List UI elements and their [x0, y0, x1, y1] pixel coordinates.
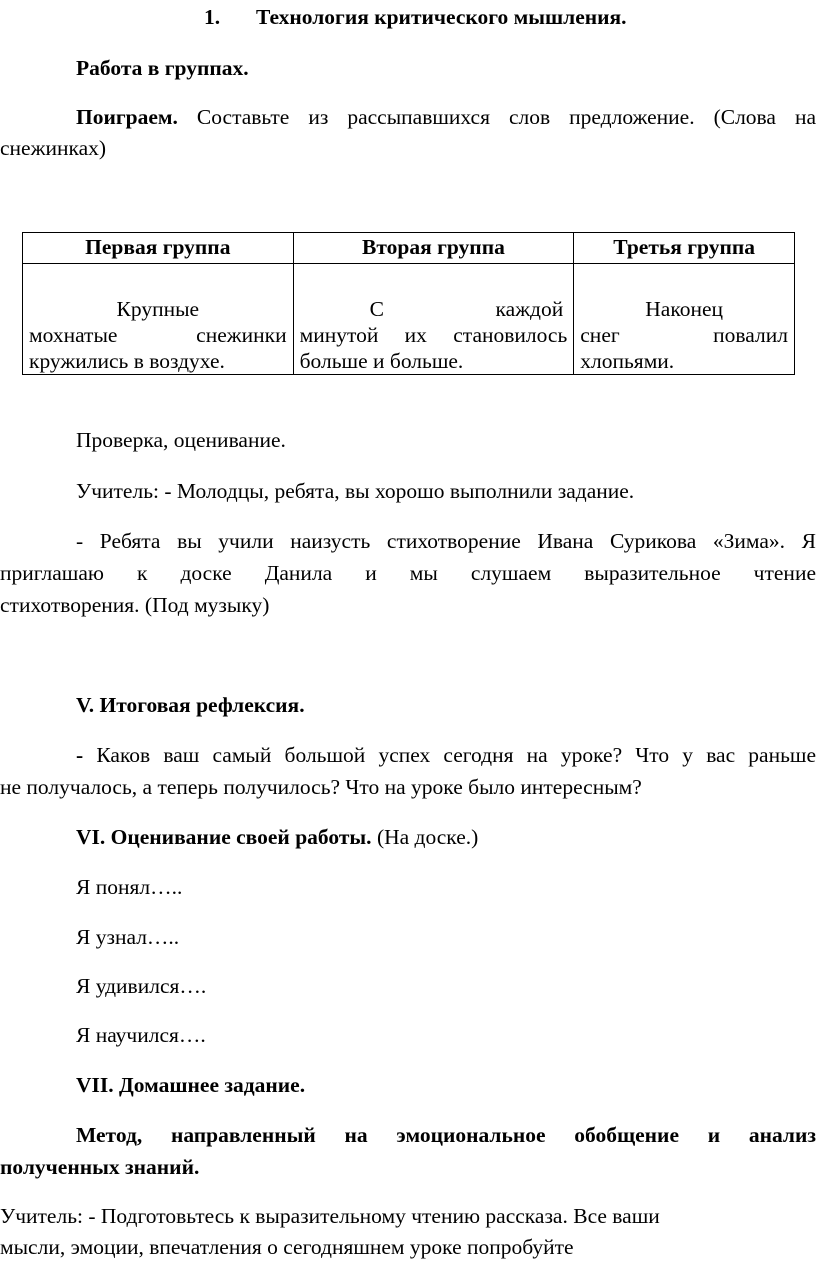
section6-title: VI. Оценивание своей работы. — [76, 825, 372, 849]
play-label: Поиграем. — [76, 105, 178, 129]
table-header: Третья группа — [574, 233, 795, 264]
table-cell — [23, 264, 294, 375]
cell-line: Наконец — [645, 297, 723, 321]
reflection-line1 — [76, 742, 816, 768]
poem-line3: стихотворения. (Под музыку) — [0, 593, 270, 617]
method-line2: полученных знаний. — [0, 1155, 200, 1179]
play-paragraph-line2: снежинках) — [0, 136, 107, 160]
poem-line2: приглашаю к доске Данила и мы слушаем выразительное чтение — [0, 561, 816, 585]
cell-line: С каждой — [369, 297, 564, 321]
table-cell — [293, 264, 574, 375]
section7-heading: VII. Домашнее задание. — [76, 1073, 306, 1097]
reflection-text: Каков ваш самый большой успех сегодня на уроке? Что у вас раньше — [96, 743, 816, 767]
reflection-line2: не получалось, а теперь получилось? Что на уроке было интересным? — [0, 775, 642, 799]
teacher-homework-line1: Учитель: - Подготовьтесь к выразительному чтению рассказа. Все ваши — [0, 1204, 660, 1228]
section6-note: (На доске.) — [376, 825, 479, 849]
phrase-surprised: Я удивился…. — [76, 974, 207, 998]
cell-line: снег повалил — [580, 323, 788, 347]
phrase-mastered: Я научился…. — [76, 1023, 206, 1047]
cell-line: кружились в воздухе. — [29, 349, 225, 373]
table-header: Первая группа — [23, 233, 294, 264]
play-text: Составьте из рассыпавшихся слов предложение. (Слова на — [196, 105, 816, 129]
cell-line: Крупные — [116, 297, 200, 321]
section-title: Технология критического мышления. — [256, 5, 627, 29]
check-text: Проверка, оценивание. — [76, 428, 286, 452]
section-number: 1. — [204, 5, 221, 29]
phrase-learned: Я узнал….. — [76, 925, 180, 949]
cell-line: хлопьями. — [580, 349, 675, 373]
poem-line1: - Ребята вы учили наизусть стихотворение Ивана Сурикова «Зима». Я — [76, 529, 816, 553]
table-cell — [574, 264, 795, 375]
reflection-dash: - — [76, 743, 84, 767]
groups-table — [22, 232, 795, 375]
teacher-praise: Учитель: - Молодцы, ребята, вы хорошо выполнили задание. — [76, 479, 635, 503]
cell-line: больше и больше. — [299, 349, 464, 373]
play-paragraph-line1 — [76, 104, 816, 130]
phrase-understood: Я понял….. — [76, 875, 183, 899]
method-line1: Метод, направленный на эмоциональное обобщение и анализ — [76, 1123, 816, 1147]
cell-line: минутой их становилось — [299, 323, 568, 347]
table-header: Вторая группа — [293, 233, 574, 264]
cell-line: мохнатые снежинки — [29, 323, 287, 347]
group-work-heading: Работа в группах. — [76, 56, 249, 80]
section6-heading — [76, 824, 478, 850]
section5-heading: V. Итоговая рефлексия. — [76, 693, 305, 717]
teacher-homework-line2: мысли, эмоции, впечатления о сегодняшнем уроке попробуйте — [0, 1235, 574, 1259]
